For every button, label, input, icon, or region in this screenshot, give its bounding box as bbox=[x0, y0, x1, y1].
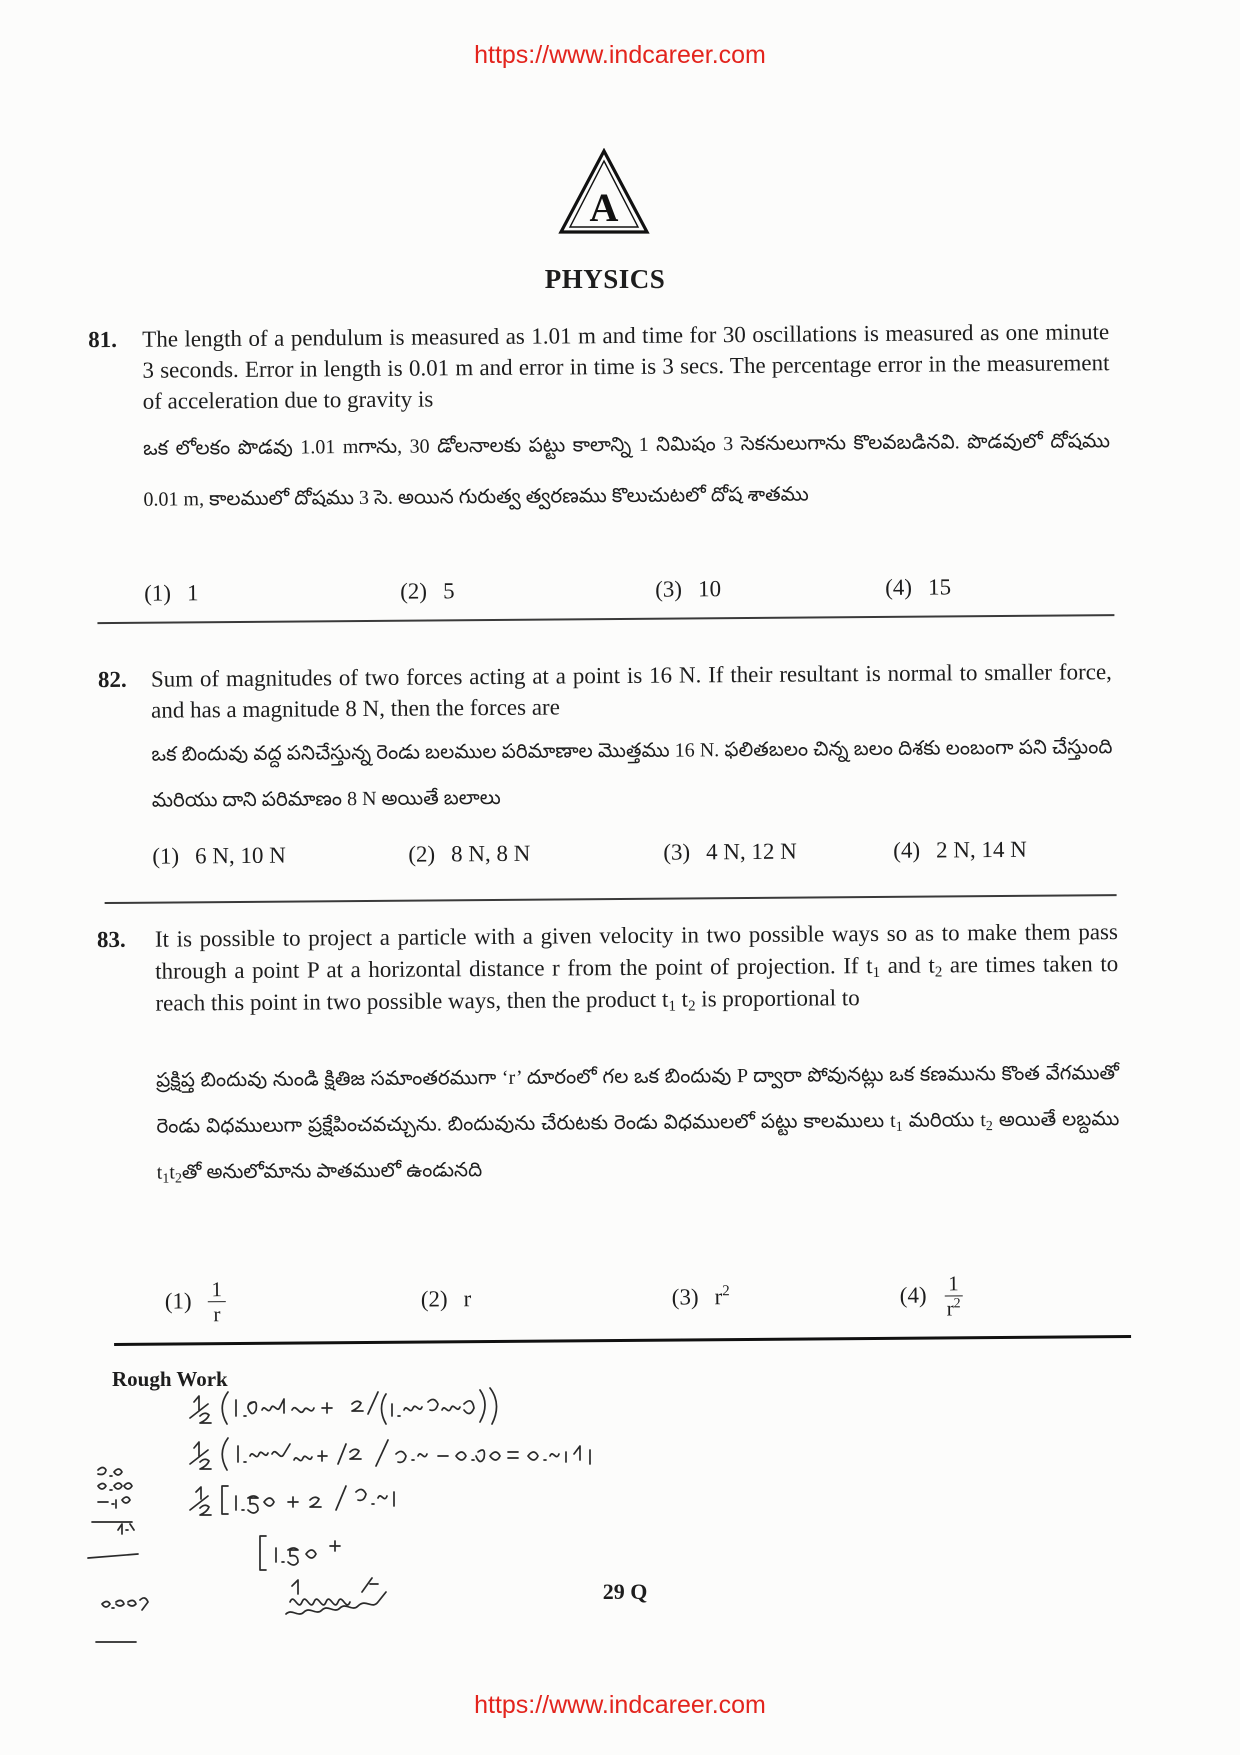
subscript: 1 bbox=[872, 964, 881, 982]
question-81-telugu: ఒక లోలకం పొడవు 1.01 mగాను, 30 డోలనాలకు పట్టు కాలాన్ని 1 నిమిషం 3 సెకనులుగాను కొలవబడినవి. పొడవులో దోషము 0.01 m, కాలములో దోషము 3 సె. అయిన గురుత్వ త్వరణము కొలుచుటలో దోష శాతము bbox=[142, 430, 1111, 511]
subscript: 1 bbox=[895, 1119, 903, 1135]
rough-work-handwriting bbox=[0, 1380, 700, 1670]
option-label: (3) bbox=[671, 1284, 699, 1310]
subscript: 2 bbox=[934, 964, 943, 981]
option-label: (1) bbox=[144, 580, 172, 606]
question-82-telugu: ఒక బిందువు వద్ద పనిచేస్తున్న రెండు బలముల పరిమాణాల మొత్తము 16 N. ఫలితబలం చిన్న బలం దిశకు లంబంగా పని చేస్తుంది మరియు దాని పరిమాణం 8 N అయితే బలాలు bbox=[151, 736, 1113, 812]
option-value: 5 bbox=[442, 578, 455, 604]
text-segment: t bbox=[169, 1161, 175, 1184]
option-label: (3) bbox=[663, 839, 691, 865]
text-segment: ప్రక్షిప్త బిందువు నుండి క్షితిజ సమాంతరముగా ‘r’ దూరంలో గల ఒక బిందువు P ద్వారా పోవునట్లు ఒక కణమును కొంత వేగముతో రెండు విధములుగా ప్రక్షేపించవచ్చును. బిందువును చేరుటకు రెండు విధములలో పట్టు కాలములు t bbox=[155, 1062, 1120, 1138]
footer-url-link[interactable]: https://www.indcareer.com bbox=[474, 1691, 766, 1719]
fraction-numerator: 1 bbox=[207, 1277, 226, 1302]
question-81-option-2 bbox=[400, 574, 455, 608]
option-label: (4) bbox=[899, 1282, 927, 1308]
booklet-code-letter: A bbox=[589, 185, 619, 230]
question-81-option-4 bbox=[885, 570, 951, 605]
text-segment: మరియు t bbox=[902, 1109, 986, 1132]
question-82-option-4 bbox=[893, 833, 1027, 868]
question-83-english bbox=[155, 916, 1119, 1020]
exponent: 2 bbox=[953, 1295, 961, 1311]
text-segment: is proportional to bbox=[695, 985, 860, 1012]
question-83-number: 83. bbox=[96, 926, 126, 953]
option-value: 4 N, 12 N bbox=[705, 838, 797, 865]
question-81-option-1 bbox=[144, 576, 199, 610]
option-value: 15 bbox=[927, 574, 952, 600]
option-label: (2) bbox=[408, 841, 436, 867]
question-83-options bbox=[158, 1266, 1121, 1330]
text-segment: It is possible to project a particle with a given velocity in two possible ways so as to make them pass through a point P at a horizontal distance r from the point of projection. If t bbox=[154, 919, 1118, 984]
question-83-telugu bbox=[156, 1050, 1120, 1196]
option-value: 10 bbox=[697, 576, 722, 602]
question-83-option-4 bbox=[900, 1267, 965, 1324]
subscript: 2 bbox=[687, 998, 696, 1015]
base: r bbox=[714, 1284, 723, 1310]
rough-work-label: Rough Work bbox=[112, 1367, 228, 1391]
option-label: (1) bbox=[152, 843, 180, 869]
subscript: 1 bbox=[668, 998, 676, 1015]
subscript: 1 bbox=[162, 1171, 170, 1187]
page-number: 29 Q bbox=[602, 1579, 648, 1604]
option-label: (4) bbox=[893, 837, 921, 863]
option-value: 6 N, 10 N bbox=[194, 842, 286, 869]
option-label: (4) bbox=[885, 574, 913, 600]
option-value: 1 bbox=[186, 580, 199, 606]
option-value: 8 N, 8 N bbox=[450, 840, 531, 867]
question-separator bbox=[105, 894, 1117, 904]
option-value: 2 N, 14 N bbox=[935, 836, 1027, 863]
header-url-link[interactable]: https://www.indcareer.com bbox=[474, 41, 766, 69]
option-label: (2) bbox=[420, 1286, 448, 1312]
question-separator bbox=[97, 614, 1114, 624]
question-81-number: 81. bbox=[88, 326, 118, 353]
question-82-number: 82. bbox=[97, 666, 127, 693]
rough-work-divider bbox=[114, 1335, 1131, 1346]
text-segment: తో అనులోమాను పాతములో ఉండునది bbox=[181, 1159, 483, 1184]
question-82-option-1 bbox=[152, 839, 286, 874]
question-82-options bbox=[152, 832, 1113, 874]
question-83-option-1 bbox=[165, 1273, 227, 1329]
option-value bbox=[714, 1284, 729, 1310]
question-82-option-2 bbox=[408, 837, 530, 872]
question-81-options bbox=[144, 569, 1111, 611]
option-label: (1) bbox=[164, 1288, 192, 1314]
text-segment: are times taken to reach this point in two possible ways, then the product t bbox=[155, 951, 1119, 1016]
question-82-option-3 bbox=[663, 835, 797, 870]
subscript: 2 bbox=[174, 1171, 182, 1187]
text-segment: and t bbox=[879, 952, 935, 978]
question-81-option-3 bbox=[655, 572, 721, 607]
fraction-denominator: r bbox=[213, 1301, 221, 1326]
subscript: 2 bbox=[985, 1119, 993, 1135]
fraction bbox=[942, 1271, 964, 1320]
text-segment: అయితే లబ్దము t bbox=[156, 1108, 1120, 1184]
fraction bbox=[207, 1277, 226, 1326]
option-label: (2) bbox=[400, 578, 428, 604]
exponent: 2 bbox=[722, 1283, 730, 1300]
base: r bbox=[946, 1295, 954, 1320]
question-83-option-2 bbox=[421, 1271, 472, 1327]
fraction-numerator: 1 bbox=[944, 1271, 963, 1296]
option-value: r bbox=[463, 1286, 472, 1312]
text-segment: t bbox=[675, 986, 689, 1012]
question-83-option-3 bbox=[672, 1269, 730, 1325]
section-title: PHYSICS bbox=[544, 264, 666, 294]
option-label: (3) bbox=[655, 576, 683, 602]
question-82-english: Sum of magnitudes of two forces acting at a point is 16 N. If their resultant is normal to smaller force, and has a magnitude 8 N, then the forces are bbox=[150, 659, 1112, 723]
question-81-english: The length of a pendulum is measured as 1.01 m and time for 30 oscillations is measured as one minute 3 seconds. Error in length is 0.01 m and error in time is 3 secs. The percentage error in the measurement of acceleration due to gravity is bbox=[142, 319, 1110, 414]
fraction-denominator bbox=[943, 1296, 965, 1320]
